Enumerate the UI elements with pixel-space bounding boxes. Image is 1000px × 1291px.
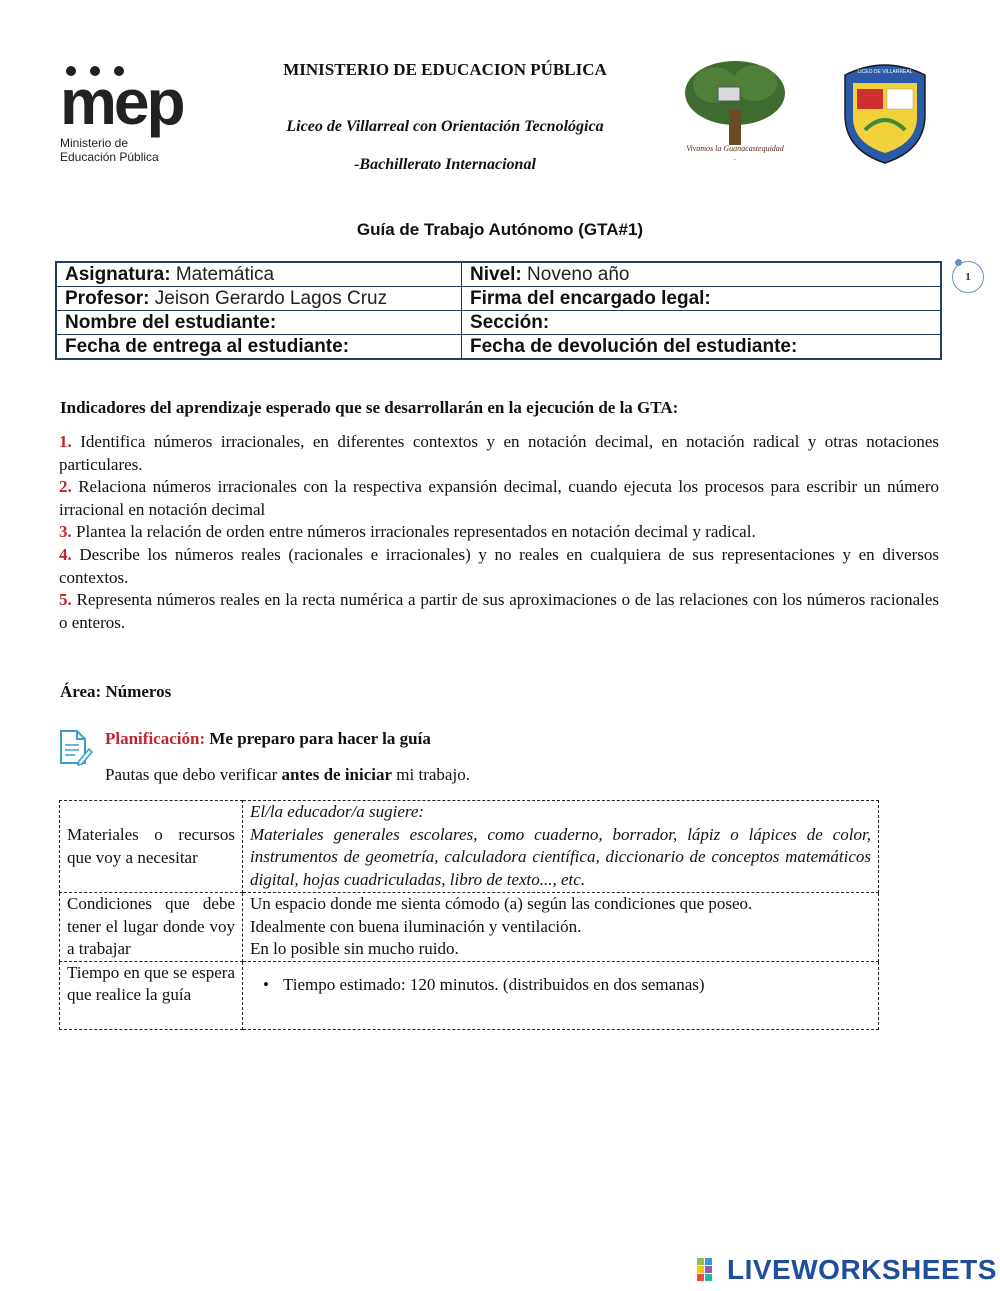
- time-label: Tiempo en que se espera que realice la guía: [60, 961, 243, 1029]
- planning-note-prefix: Pautas que debo verificar: [105, 765, 282, 784]
- mep-logo-line2: Educación Pública: [60, 150, 159, 164]
- indicator-number: 5.: [59, 590, 72, 610]
- list-item: [59, 589, 939, 634]
- table-row: [60, 961, 879, 1029]
- planning-label: Planificación:: [105, 729, 206, 748]
- materials-table: [59, 800, 879, 1030]
- area-title: Área: Números: [60, 682, 172, 701]
- indicator-text: Plantea la relación de orden entre números irracionales representados en notación decimal y radical.: [76, 522, 756, 542]
- indicator-number: 4.: [59, 544, 72, 564]
- materials-label: Materiales o recursos que voy a necesitar: [60, 801, 243, 893]
- subject-cell: [56, 262, 462, 287]
- subject-value: Matemática: [175, 264, 275, 285]
- list-item: [59, 521, 939, 544]
- mep-logo-line1: Ministerio de: [60, 136, 129, 150]
- school-name: Liceo de Villarreal con Orientación Tecnológica: [286, 118, 604, 135]
- crest-text: LICEO DE VILLARREAL: [857, 69, 913, 75]
- teacher-value: Jeison Gerardo Lagos Cruz: [154, 288, 388, 309]
- indicator-text: Representa números reales en la recta numérica a partir de sus aproximaciones o de las relaciones con los números racionales o enteros.: [59, 590, 940, 632]
- level-cell: [462, 262, 942, 287]
- materials-cell: [243, 801, 879, 893]
- conditions-line: Un espacio donde me sienta cómodo (a) según las condiciones que poseo.: [250, 894, 753, 913]
- student-info-table: [55, 261, 942, 360]
- materials-intro: El/la educador/a sugiere:: [250, 802, 425, 821]
- materials-text: Materiales generales escolares, como cuaderno, borrador, lápiz o lápices de color, instrumentos de geometría, calculadora científica, diccionario de conceptos matemáticos digital, hojas cuadriculadas, libro de texto..., etc.: [250, 824, 871, 889]
- svg-text:~: ~: [733, 158, 737, 163]
- table-row: [56, 287, 941, 311]
- bullet-icon: •: [263, 974, 269, 994]
- planning-note-bold: antes de iniciar: [281, 765, 393, 784]
- teacher-label: Profesor:: [65, 288, 150, 309]
- school-crest: [835, 55, 935, 165]
- indicator-text: Describe los números reales (racionales e irracionales) y no reales en cualquiera de sus representaciones y en diversos contextos.: [59, 544, 939, 587]
- planning-heading: [105, 729, 431, 749]
- table-row: [56, 311, 941, 335]
- liveworksheets-logo-icon: [697, 1258, 721, 1282]
- student-label: Nombre del estudiante:: [65, 312, 277, 333]
- table-row: [56, 262, 941, 287]
- section-label: Sección:: [470, 312, 550, 333]
- mep-logo-word: mep: [60, 66, 183, 138]
- subject-label: Asignatura:: [65, 264, 171, 285]
- indicator-number: 2.: [59, 477, 72, 497]
- table-row: [60, 893, 879, 962]
- indicator-text: Relaciona números irracionales con la respectiva expansión decimal, cuando ejecuta los procesos para escribir un número irracional en notación decimal: [59, 477, 940, 519]
- planning-heading-text: Me preparo para hacer la guía: [209, 729, 431, 748]
- indicator-number: 3.: [59, 522, 72, 542]
- level-value: Noveno año: [527, 264, 630, 285]
- document-edit-icon: [55, 727, 93, 767]
- list-item: [59, 544, 939, 589]
- indicators-list: [59, 431, 939, 634]
- delivery-label: Fecha de entrega al estudiante:: [65, 336, 350, 357]
- tree-logo-text: Vivamos la Guanacastequidad: [686, 144, 784, 153]
- page-badge-dot: [955, 259, 962, 266]
- conditions-label: Condiciones que debe tener el lugar donde voy a trabajar: [60, 893, 243, 962]
- level-label: Nivel:: [470, 264, 522, 285]
- conditions-line: En lo posible sin mucho ruido.: [250, 939, 459, 959]
- delivery-date-field[interactable]: [56, 335, 462, 360]
- student-name-field[interactable]: [56, 311, 462, 335]
- return-label: Fecha de devolución del estudiante:: [470, 336, 798, 357]
- planning-note: [105, 765, 470, 785]
- conditions-cell: [243, 893, 879, 962]
- guardian-label: Firma del encargado legal:: [470, 288, 711, 309]
- time-estimate: Tiempo estimado: 120 minutos. (distribuidos en dos semanas): [283, 974, 705, 994]
- section-field[interactable]: [462, 311, 942, 335]
- table-row: [60, 801, 879, 893]
- list-item: [59, 476, 939, 521]
- planning-note-suffix: mi trabajo.: [392, 765, 470, 784]
- list-item: [59, 431, 939, 476]
- tree-logo: [680, 55, 790, 175]
- guardian-signature-field[interactable]: [462, 287, 942, 311]
- liveworksheets-brand[interactable]: LIVEWORKSHEETS: [727, 1254, 997, 1285]
- return-date-field[interactable]: [462, 335, 942, 360]
- guide-title: Guía de Trabajo Autónomo (GTA#1): [356, 220, 644, 239]
- teacher-cell: [56, 287, 462, 311]
- ministry-title: MINISTERIO DE EDUCACION PÚBLICA: [283, 60, 607, 79]
- time-cell: [243, 961, 879, 1029]
- mep-logo: [60, 62, 220, 172]
- indicator-number: 1.: [59, 432, 72, 451]
- conditions-line: Idealmente con buena iluminación y ventilación.: [250, 916, 582, 936]
- school-subtitle: -Bachillerato Internacional: [354, 156, 536, 173]
- table-row: [56, 335, 941, 360]
- indicator-text: Identifica números irracionales, en diferentes contextos y en notación decimal, en notación radical y otras notaciones particulares.: [59, 432, 940, 474]
- page-number-badge: 1: [952, 261, 984, 293]
- indicators-title: Indicadores del aprendizaje esperado que se desarrollarán en la ejecución de la GTA:: [60, 398, 679, 417]
